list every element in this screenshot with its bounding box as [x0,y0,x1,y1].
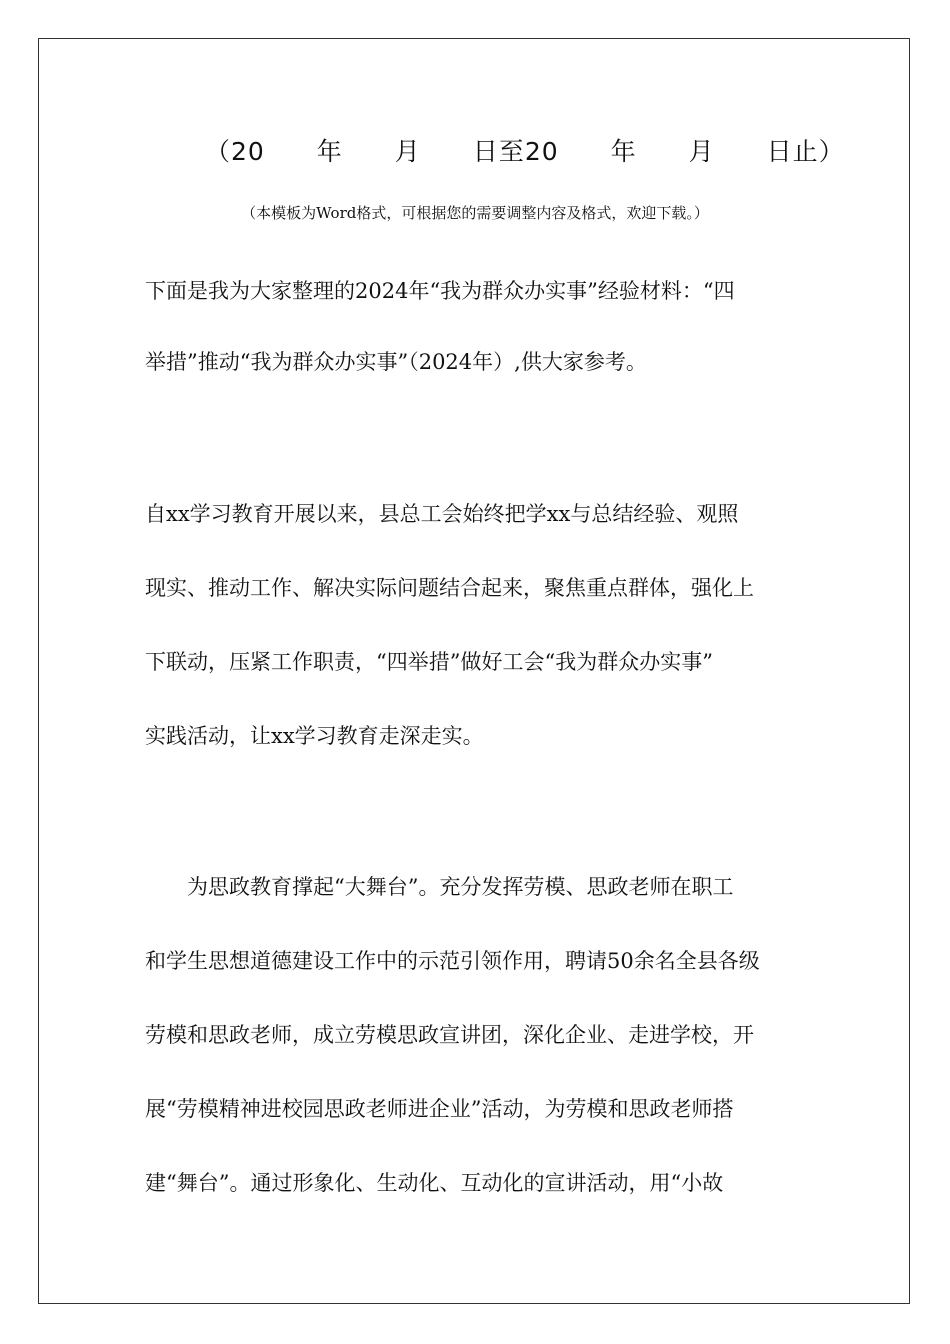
paragraph-line: 劳模和思政老师，成立劳模思政宣讲团，深化企业、走进学校，开 [145,1023,754,1047]
paragraph-line: 实践活动，让xx学习教育走深走实。 [145,724,484,748]
paragraph-line: 为思政教育撑起“大舞台”。充分发挥劳模、思政老师在职工 [145,875,734,899]
template-note: （本模板为Word格式，可根据您的需要调整内容及格式，欢迎下载。） [241,204,709,222]
paragraph-line: 和学生思想道德建设工作中的示范引领作用，聘请50余名全县各级 [145,949,760,973]
paragraph-line: 下联动，压紧工作职责，“四举措”做好工会“我为群众办实事” [145,650,713,674]
paragraph-line: 展“劳模精神进校园思政老师进企业”活动，为劳模和思政老师搭 [145,1097,734,1121]
paragraph-line: 建“舞台”。通过形象化、生动化、互动化的宣讲活动，用“小故 [145,1171,724,1195]
date-range-line: （20 年 月 日至20 年 月 日止） [205,137,845,166]
intro-line: 举措”推动“我为群众办实事”（2024年）,供大家参考。 [145,350,647,374]
paragraph-line: 自xx学习教育开展以来，县总工会始终把学xx与总结经验、观照 [145,502,739,526]
paragraph-line: 现实、推动工作、解决实际问题结合起来，聚焦重点群体，强化上 [145,576,754,600]
intro-line: 下面是我为大家整理的2024年“我为群众办实事”经验材料：“四 [145,279,735,303]
